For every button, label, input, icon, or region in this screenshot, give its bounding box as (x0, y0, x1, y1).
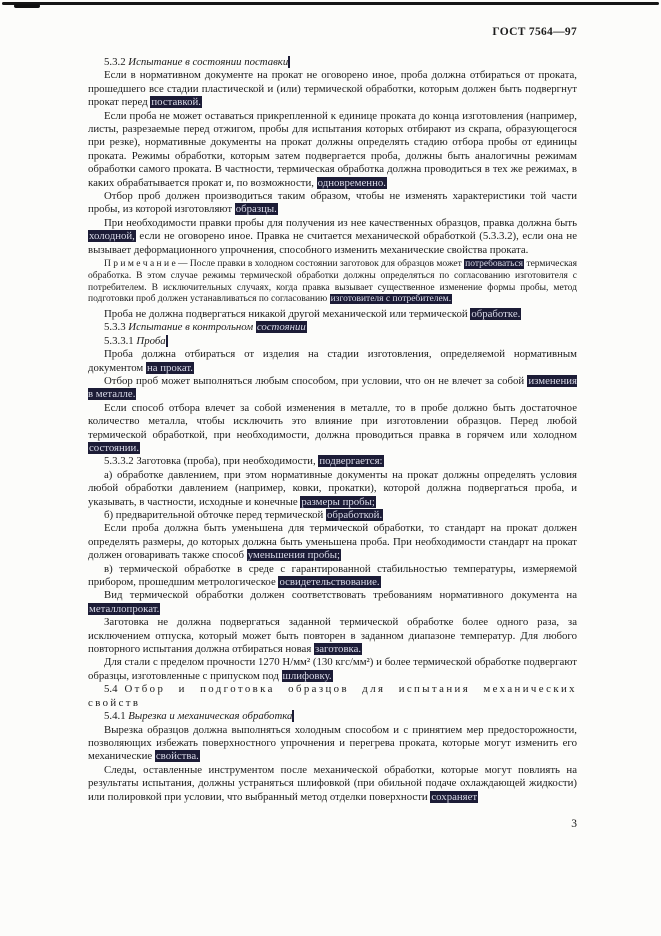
note-text: П р и м е ч а н и е — После правки в холодном состоянии заготовок для образцов может (104, 259, 465, 270)
paragraph (88, 402, 577, 456)
note-text: термическая обработка. В этом случае режимы термической обработки должны определяться по согласованию изготовителя с потребителем. В исключительных случаях, когда правка вызывает существенное изменение формы пробы, метод подготовки проб должен устанавливаться по согласованию (88, 259, 578, 305)
highlighted-text (292, 710, 294, 722)
highlighted-text (288, 56, 290, 68)
paragraph-text: Если проба должна быть уменьшена для термической обработки, то стандарт на прокат должен определять размеры, до которых должна быть уменьшена проба. При необходимости стандарт на прокат должен оговаривать также способ (88, 522, 577, 562)
paragraph (88, 616, 577, 656)
list-item-a (88, 469, 577, 509)
paragraph (88, 724, 577, 764)
paragraph-text: Если способ отбора влечет за собой изменения в металле, то в пробе должно быть достаточное количество металла, чтобы исключить это влияние при изготовлении образцов. Перед любой термической обработкой, при необходимости, должна проводиться правка в горячем или холодном (88, 401, 577, 441)
highlighted-text: шлифовку. (282, 669, 332, 682)
paragraph-text: Отбор проб может выполняться любым способом, при условии, что он не влечет за собой (104, 374, 528, 387)
paragraph (88, 764, 577, 804)
list-item-b (88, 509, 577, 522)
heading-number: 5.4 (104, 683, 118, 696)
highlighted-text: изменения в металле. (88, 374, 577, 401)
paragraph (88, 348, 577, 375)
heading-number: 5.3.3.1 (104, 334, 134, 347)
heading-number: 5.3.3 (104, 321, 126, 334)
document-number: ГОСТ 7564—97 (492, 26, 577, 38)
paragraph-text: а) обработке давлением, при этом нормативные документы на прокат должны определять условия любой обработки давлением (например, ковки, прокатки), которой должна подвергаться проба, и указывать, в частности, исходные и конечные (88, 468, 577, 508)
highlighted-text: одновременно. (317, 176, 386, 189)
paragraph-text: если не оговорено иное. Правка не считается механической обработкой (5.3.3.2), если она не вызывает деформационного упрочнения, способного изменить механические свойства проката. (88, 230, 577, 256)
highlighted-text: сохраняет (431, 790, 478, 803)
heading-title: Проба (136, 334, 166, 347)
paragraph-text: 5.3.3.2 Заготовка (проба), при необходимости, (104, 455, 319, 468)
note-paragraph (88, 259, 577, 306)
section-heading (88, 335, 577, 348)
paragraph-text: Если проба не может оставаться прикрепленной к единице проката до конца изготовления (например, листы, разрезаемые перед отжигом, пробы для испытания которых отбирают из скрапа, образующегося при резке), нормативные документы на прокат должны определять стадию отбора пробы от единицы проката. Режимы обработки, которым затем подвергается проба, должны быть аналогичны режимам обработки самого проката. В частности, термическая обработка должна проводиться в тех же режимах, в каких обрабатывается прокат и, по возможности, (88, 109, 577, 189)
paragraph-text: б) предварительной обточке перед термической (104, 509, 327, 521)
paragraph-text: Для стали с пределом прочности 1270 Н/мм² (130 кгс/мм²) и более термической обработке подвергают образцы, изготовленные с припуском под (88, 656, 577, 682)
highlighted-text: на прокат. (146, 361, 193, 374)
highlighted-text: уменьшения пробы; (247, 549, 340, 562)
highlighted-text: изготовителя с потребителем. (330, 294, 452, 305)
paragraph (88, 217, 577, 257)
heading-title: Отбор и подготовка образцов для испытания механических свойств (88, 683, 577, 709)
paragraph (88, 308, 577, 321)
highlighted-text: холодной, (89, 230, 135, 243)
paragraph (88, 589, 577, 616)
section-heading (88, 321, 577, 334)
heading-title: Вырезка и механическая обработка (128, 710, 293, 723)
highlighted-text: обработкой. (327, 509, 383, 521)
paragraph (88, 190, 577, 217)
highlighted-text: состоянии (256, 321, 306, 334)
paragraph-text: Следы, оставленные инструментом после механической обработки, которые могут повлиять на результаты испытания, должны устраняться шлифовкой (при обильной подаче охлаждающей жидкости) или полировкой при условии, что выбранный метод отделки поверхности (88, 763, 577, 803)
heading-number: 5.3.2 (104, 56, 126, 68)
paragraph-text: Проба должна отбираться от изделия на стадии изготовления, определяемой нормативным документом (88, 348, 577, 374)
list-item-v (88, 563, 577, 590)
highlighted-text: металлопрокат. (89, 602, 160, 615)
paragraph-text: Вырезка образцов должна выполняться холодным способом и с принятием мер предосторожности, позволяющих избежать поверхностного упрочнения и перегрева проката, которые могут изменить его механические (88, 723, 577, 763)
highlighted-text: образцы. (235, 203, 277, 216)
highlighted-text: свойства. (155, 750, 199, 763)
highlighted-text: заготовка. (315, 643, 362, 656)
scan-artifact-blob (14, 4, 40, 8)
page-number: 3 (571, 817, 577, 830)
heading-title: Испытание в контрольном (128, 321, 256, 334)
section-heading (88, 56, 577, 69)
paragraph-text: При необходимости правки пробы для получения из нее качественных образцов, правка должна быть (104, 216, 577, 229)
paragraph (88, 110, 577, 190)
paragraph (88, 375, 577, 402)
paragraph-text: Вид термической обработки должен соответствовать требованиям нормативного документа на (104, 589, 577, 602)
paragraph (88, 455, 577, 468)
scan-artifact-line (2, 2, 659, 5)
highlighted-text: состоянии. (89, 441, 140, 454)
highlighted-text: размеры пробы; (301, 495, 375, 508)
highlighted-text: подвергается: (319, 455, 383, 468)
highlighted-text: потребоваться (465, 259, 524, 270)
highlighted-text: обработке. (471, 307, 521, 320)
paragraph-text: Если в нормативном документе на прокат не оговорено иное, проба должна отбираться от проката, прошедшего все стадии пластической и (или) термической обработки, которым должен быть подвергнут прокат перед (88, 69, 577, 109)
page-content (88, 26, 577, 830)
heading-number: 5.4.1 (104, 710, 126, 723)
highlighted-text: поставкой. (151, 96, 201, 109)
paragraph (88, 69, 577, 109)
paragraph (88, 522, 577, 562)
highlighted-text: освидетельствование. (279, 576, 380, 589)
highlighted-text (166, 335, 168, 347)
section-heading (88, 683, 577, 710)
paragraph-text: Заготовка не должна подвергаться заданной термической обработке более одного раза, за исключением отпуска, который может быть повторен в заданном диапазоне температур. Для любого повторного испытания должна отбираться новая (88, 616, 577, 656)
paragraph (88, 656, 577, 683)
paragraph-text: в) термической обработке в среде с гарантированной стабильностью температуры, измеряемой прибором, прошедшим метрологическое (88, 562, 577, 589)
paragraph-text: Отбор проб должен производиться таким образом, чтобы не изменять характеристики той части пробы, из которой изготовляют (88, 190, 577, 216)
section-heading (88, 710, 577, 723)
paragraph-text: Проба не должна подвергаться никакой другой механической или термической (104, 307, 471, 320)
heading-title: Испытание в состоянии поставки (128, 56, 289, 68)
